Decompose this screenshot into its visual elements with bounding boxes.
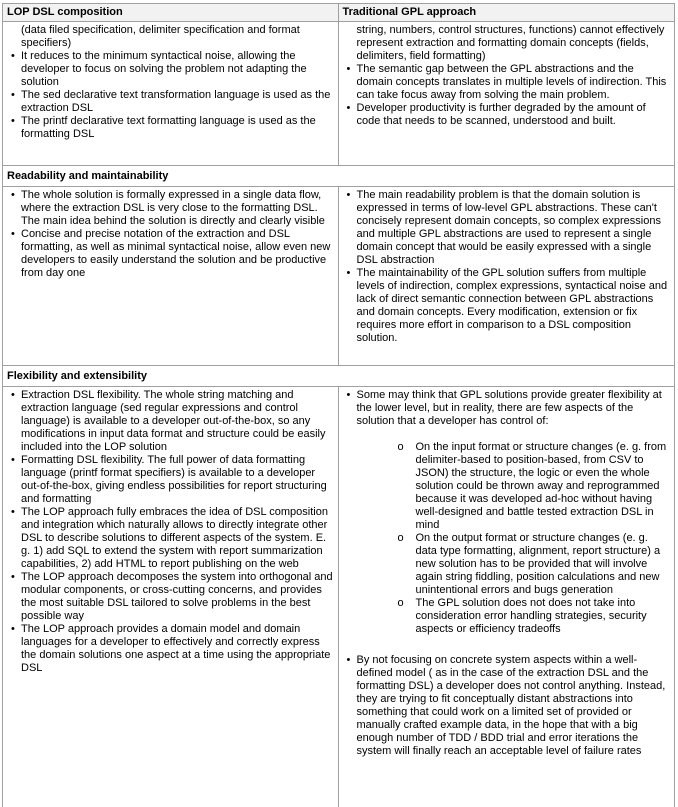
flexibility-left-cell xyxy=(3,387,339,807)
table-row-intro xyxy=(3,22,674,166)
bullet-marker: • xyxy=(11,50,15,62)
bullet-marker: • xyxy=(11,454,15,466)
list-item xyxy=(3,506,336,571)
list-item xyxy=(339,189,673,267)
sub-list-item xyxy=(339,441,673,532)
list-item xyxy=(3,228,336,280)
bullet-marker xyxy=(11,24,21,50)
sub-list-item xyxy=(339,597,673,636)
bullet-marker: • xyxy=(346,63,351,75)
bullet-marker: • xyxy=(346,267,351,279)
intro-left-cell xyxy=(3,22,339,165)
bullet-marker: • xyxy=(11,506,15,518)
comparison-table xyxy=(2,3,675,807)
list-item xyxy=(3,189,336,228)
list-item xyxy=(3,24,336,50)
bullet-marker: • xyxy=(346,102,351,114)
column-header-left xyxy=(3,4,339,21)
bullet-marker: • xyxy=(11,115,15,127)
section-title-readability xyxy=(3,166,674,187)
list-item xyxy=(3,389,336,454)
list-item-text: string, numbers, control structures, functions) cannot effectively represent extraction and formatting domain concepts (fields, delimiters, field formatting) xyxy=(356,24,665,62)
list-item-text: Developer productivity is further degraded by the amount of code that needs to be scanned, understood and built. xyxy=(356,102,646,127)
sub-list-item-text: On the input format or structure changes (e. g. from delimiter-based to position-based, from CSV to JSON) the structure, the logic or even the whole solution could be thrown away and reprogrammed because it was developed ad-hoc without having well-designed and battle tested extraction DSL in mind xyxy=(415,441,667,531)
section-title-flexibility xyxy=(3,366,674,387)
list-item-text: (data filed specification, delimiter specification and format specifiers) xyxy=(21,24,300,49)
bullet-marker: • xyxy=(11,89,15,101)
list-item-text: Extraction DSL flexibility. The whole string matching and extraction language (sed regular expressions and control language) is available to a developer out-of-the-box, so any modifications in input data format and structure could be easily included into the LOP solution xyxy=(21,389,326,453)
list-item-text: The whole solution is formally expressed in a single data flow, where the extraction DSL is very close to the formatting DSL. The main idea behind the solution is directly and clearly visible xyxy=(21,189,325,227)
circle-marker: o xyxy=(397,532,404,544)
list-item-text: The LOP approach decomposes the system into orthogonal and modular components, or cross-cutting concerns, and provides the most suitable DSL tailored to solve problems in the best possible way xyxy=(21,571,333,622)
sub-list-item xyxy=(339,532,673,597)
list-item xyxy=(339,24,673,63)
bullet-marker: • xyxy=(11,571,15,583)
list-item-text: Formatting DSL flexibility. The full power of data formatting language (printf format specifiers) is available to a developer out-of-the-box, giving endless possibilities for report structuring and formatting xyxy=(21,454,327,505)
sub-list-item-text: The GPL solution does not does not take into consideration error handling strategies, security aspects or efficiency tradeoffs xyxy=(415,597,647,635)
section-title-text: Readability and maintainability xyxy=(7,170,169,182)
list-item xyxy=(3,115,336,141)
column-header-right-label: Traditional GPL approach xyxy=(342,6,477,18)
list-item-text: It reduces to the minimum syntactical noise, allowing the developer to focus on solving the problem not adapting the solution xyxy=(21,50,307,88)
list-item-text: The sed declarative text transformation language is used as the extraction DSL xyxy=(21,89,331,114)
list-item xyxy=(3,89,336,115)
list-item-text: By not focusing on concrete system aspects within a well-defined model ( as in the case of the extraction DSL and the formatting DSL) a developer does not control anything. Instead, they are trying to fit conceptually distant abstractions into something that could work on a limited set of provided or manually crafted example data, in the hope that with a big enough number of TDD / BDD trial and error iterations the system will finally reach an acceptable level of failure rates xyxy=(356,654,666,757)
circle-marker: o xyxy=(397,597,404,609)
table-row-readability xyxy=(3,187,674,366)
list-item xyxy=(339,389,673,428)
list-item xyxy=(3,571,336,623)
list-item-text: The main readability problem is that the domain solution is expressed in terms of low-level GPL abstractions. These can't concisely represent domain concepts, so complex expressions and multiple GPL abstractions are used to represent a single domain concept that would be easily expressed with a single DSL abstraction xyxy=(356,189,661,266)
list-item xyxy=(3,454,336,506)
spacer xyxy=(339,636,673,654)
list-item-text: The maintainability of the GPL solution suffers from multiple levels of indirection, complex expressions, syntactical noise and lack of direct semantic connection between GPL abstractions and domain concepts. Every modification, extension or fix requires more effort in comparison to a DSL composition solution. xyxy=(356,267,668,344)
list-item-text: Some may think that GPL solutions provide greater flexibility at the lower level, but in reality, there are few aspects of the solution that a developer has control of: xyxy=(356,389,662,427)
list-item-text: The semantic gap between the GPL abstractions and the domain concepts translates in multiple levels of indirection. This can take focus away from solving the main problem. xyxy=(356,63,667,101)
flexibility-right-cell xyxy=(339,387,675,807)
bullet-marker: • xyxy=(11,389,15,401)
readability-right-cell xyxy=(339,187,675,365)
intro-right-cell xyxy=(339,22,675,165)
list-item xyxy=(339,654,673,758)
bullet-marker: • xyxy=(346,389,351,401)
bullet-marker: • xyxy=(346,189,351,201)
list-item xyxy=(339,267,673,345)
table-header-row xyxy=(3,4,674,22)
circle-marker: o xyxy=(397,441,404,453)
list-item xyxy=(339,102,673,128)
list-item-text: The printf declarative text formatting language is used as the formatting DSL xyxy=(21,115,316,140)
bullet-marker: • xyxy=(11,189,15,201)
column-header-left-label: LOP DSL composition xyxy=(7,6,123,18)
list-item-text: The LOP approach fully embraces the idea of DSL composition and integration which naturally allows to directly integrate other DSL to describe solutions to different aspects of the system. E. g. 1) add SQL to extend the system with report summarization capabilities, 2) add HTML to report publishing on the web xyxy=(21,506,328,570)
bullet-marker: • xyxy=(11,228,15,240)
bullet-marker xyxy=(347,24,357,63)
section-title-text: Flexibility and extensibility xyxy=(7,370,147,382)
bullet-marker: • xyxy=(346,654,351,666)
sub-list-item-text: On the output format or structure changes (e. g. data type formatting, alignment, report structure) a new solution has to be provided that will involve again string fiddling, position calculations and new unintentional errors and bugs generation xyxy=(415,532,661,596)
list-item-text: Concise and precise notation of the extraction and DSL formatting, as well as minimal syntactical noise, allow even new developers to easily understand the solution and be productive from day one xyxy=(21,228,331,279)
table-row-flexibility xyxy=(3,387,674,807)
list-item xyxy=(3,50,336,89)
spacer xyxy=(339,428,673,441)
bullet-marker: • xyxy=(11,623,15,635)
list-item-text: The LOP approach provides a domain model and domain languages for a developer to effectively and correctly express the domain solutions one aspect at a time using the appropriate DSL xyxy=(21,623,331,674)
list-item xyxy=(3,623,336,675)
list-item xyxy=(339,63,673,102)
column-header-right xyxy=(339,4,675,21)
readability-left-cell xyxy=(3,187,339,365)
